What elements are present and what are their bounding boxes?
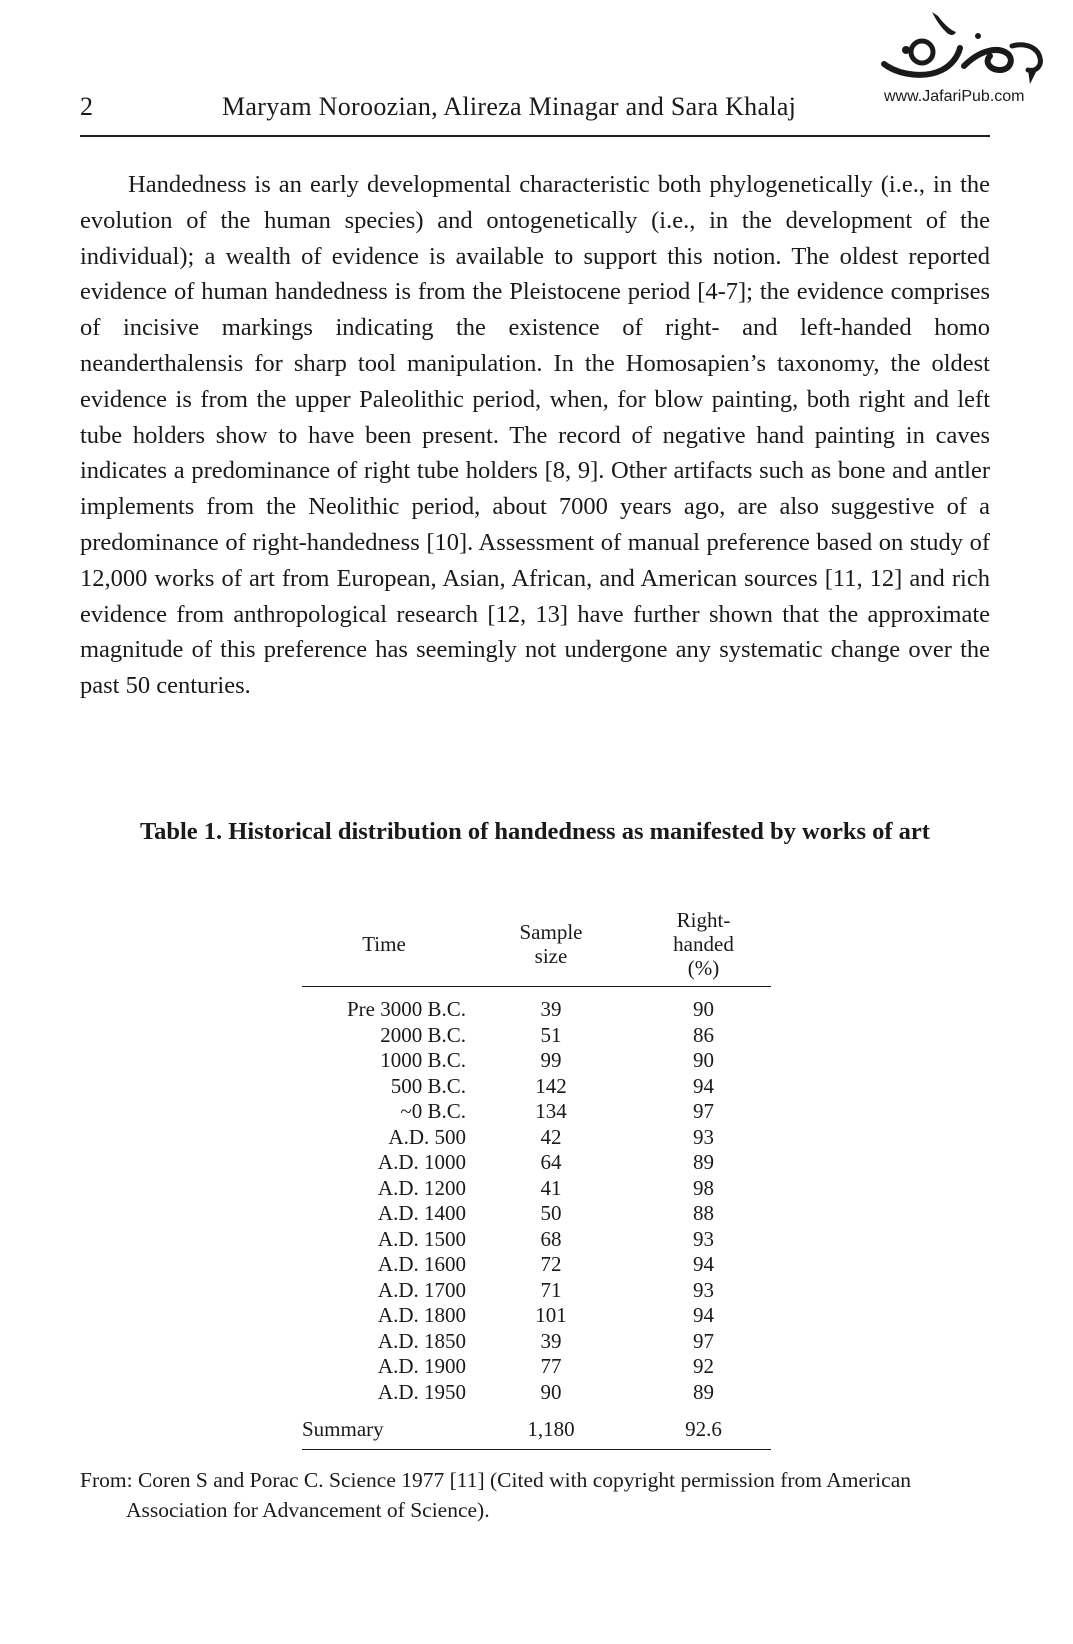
table-header-row xyxy=(302,908,771,987)
table-row xyxy=(302,1048,771,1074)
header-time: Time xyxy=(362,932,406,956)
cell-right: 94 xyxy=(693,1073,714,1098)
cell-sample: 90 xyxy=(540,1379,562,1404)
summary-right: 92.6 xyxy=(685,1417,722,1441)
table-row xyxy=(302,1354,771,1380)
summary-label: Summary xyxy=(302,1417,384,1441)
summary-row xyxy=(302,1405,771,1449)
calligraphy-logo-icon xyxy=(880,6,1050,88)
cell-time: A.D. 1700 xyxy=(377,1277,466,1302)
table-row xyxy=(302,1329,771,1355)
header-right-line-2: handed xyxy=(673,932,734,956)
table-row xyxy=(302,1074,771,1100)
cell-time: A.D. 1400 xyxy=(377,1201,466,1225)
cell-sample: 71 xyxy=(540,1277,562,1302)
table-row xyxy=(302,1380,771,1406)
table-row xyxy=(302,1150,771,1176)
cell-sample: 51 xyxy=(540,1022,562,1047)
cell-time: A.D. 1850 xyxy=(377,1328,466,1353)
cell-right: 89 xyxy=(693,1379,714,1404)
cell-time: A.D. 1800 xyxy=(377,1303,466,1327)
table-caption: Table 1. Historical distribution of handedness as manifested by works of art xyxy=(140,818,930,845)
cell-time: 1000 B.C. xyxy=(380,1048,466,1072)
cell-sample: 50 xyxy=(540,1201,562,1225)
cell-time: A.D. 1500 xyxy=(377,1226,466,1251)
cell-time: 500 B.C. xyxy=(390,1073,466,1098)
cell-right: 88 xyxy=(693,1201,714,1225)
cell-sample: 64 xyxy=(540,1150,562,1174)
cell-time: A.D. 1600 xyxy=(377,1252,466,1276)
cell-right: 94 xyxy=(693,1252,714,1276)
cell-time: A.D. 1200 xyxy=(377,1175,466,1200)
cell-right: 90 xyxy=(693,1048,714,1072)
handedness-table xyxy=(302,908,771,1450)
publisher-logo xyxy=(880,6,1060,116)
cell-sample: 142 xyxy=(535,1073,567,1098)
cell-right: 97 xyxy=(693,1099,714,1123)
table-row xyxy=(302,1278,771,1304)
cell-right: 92 xyxy=(693,1354,714,1378)
cell-right: 86 xyxy=(693,1022,714,1047)
cell-time: A.D. 500 xyxy=(388,1124,466,1149)
cell-time: 2000 B.C. xyxy=(380,1022,466,1047)
cell-sample: 101 xyxy=(535,1303,567,1327)
page-number: 2 xyxy=(80,92,93,121)
header-sample-line-2: size xyxy=(534,944,568,968)
header-right-line-1: Right- xyxy=(676,908,731,932)
cell-sample: 72 xyxy=(540,1252,562,1276)
running-head: Maryam Noroozian, Alireza Minagar and Sara Khalaj xyxy=(222,92,797,121)
cell-right: 93 xyxy=(693,1124,714,1149)
table-row xyxy=(302,1023,771,1049)
cell-right: 98 xyxy=(693,1175,714,1200)
cell-sample: 99 xyxy=(540,1048,562,1072)
cell-right: 93 xyxy=(693,1277,714,1302)
cell-time: A.D. 1950 xyxy=(377,1379,466,1404)
cell-time: Pre 3000 B.C. xyxy=(346,997,466,1021)
cell-right: 89 xyxy=(693,1150,714,1174)
cell-time: A.D. 1000 xyxy=(377,1150,466,1174)
header-sample-size xyxy=(466,908,636,987)
cell-time: A.D. 1900 xyxy=(377,1354,466,1378)
table-row xyxy=(302,1176,771,1202)
header-rule xyxy=(80,135,990,137)
cell-time: ~0 B.C. xyxy=(400,1099,466,1123)
cell-right: 97 xyxy=(693,1328,714,1353)
table-row xyxy=(302,1227,771,1253)
cell-right: 94 xyxy=(693,1303,714,1327)
table-row xyxy=(302,1252,771,1278)
cell-right: 90 xyxy=(693,997,714,1021)
table-row xyxy=(302,1125,771,1151)
cell-sample: 134 xyxy=(535,1099,567,1123)
source-note: From: Coren S and Porac C. Science 1977 [11] (Cited with copyright permission from American Association for Advancement of Science). xyxy=(80,1468,911,1522)
cell-sample: 39 xyxy=(540,1328,562,1353)
cell-sample: 41 xyxy=(540,1175,562,1200)
header-right-line-3: (%) xyxy=(687,956,720,980)
cell-sample: 77 xyxy=(540,1354,562,1378)
summary-sample: 1,180 xyxy=(527,1417,575,1441)
header-sample-line-1: Sample xyxy=(519,920,583,944)
table-row xyxy=(302,1201,771,1227)
table-row xyxy=(302,1099,771,1125)
table-row xyxy=(302,1303,771,1329)
header-right-handed xyxy=(636,908,771,987)
cell-sample: 39 xyxy=(540,997,562,1021)
table-row xyxy=(302,987,771,1023)
publisher-url: www.JafariPub.com xyxy=(884,88,1025,105)
body-paragraph: Handedness is an early developmental characteristic both phylogenetically (i.e., in the evolution of the human species) and ontogenetically (i.e., in the development of the individual); a wealth of evidence is available to support this notion. The oldest reported evidence of human handedness is from the Pleistocene period [4-7]; the evidence comprises of incisive markings indicating the existence of right- and left-handed homo neanderthalensis for sharp tool manipulation. In the Homosapien’s taxonomy, the oldest evidence is from the upper Paleolithic period, when, for blow painting, both right and left tube holders show to have been present. The record of negative hand painting in caves indicates a predominance of right tube holders [8, 9]. Other artifacts such as bone and antler implements from the Neolithic period, about 7000 years ago, are also suggestive of a predominance of right-handedness [10]. Assessment of manual preference based on study of 12,000 works of art from European, Asian, African, and American sources [11, 12] and rich evidence from anthropological research [12, 13] have further shown that the approximate magnitude of this preference has seemingly not undergone any systematic change over the past 50 centuries. xyxy=(80,171,990,700)
cell-right: 93 xyxy=(693,1226,714,1251)
cell-sample: 42 xyxy=(540,1124,562,1149)
cell-sample: 68 xyxy=(540,1226,562,1251)
